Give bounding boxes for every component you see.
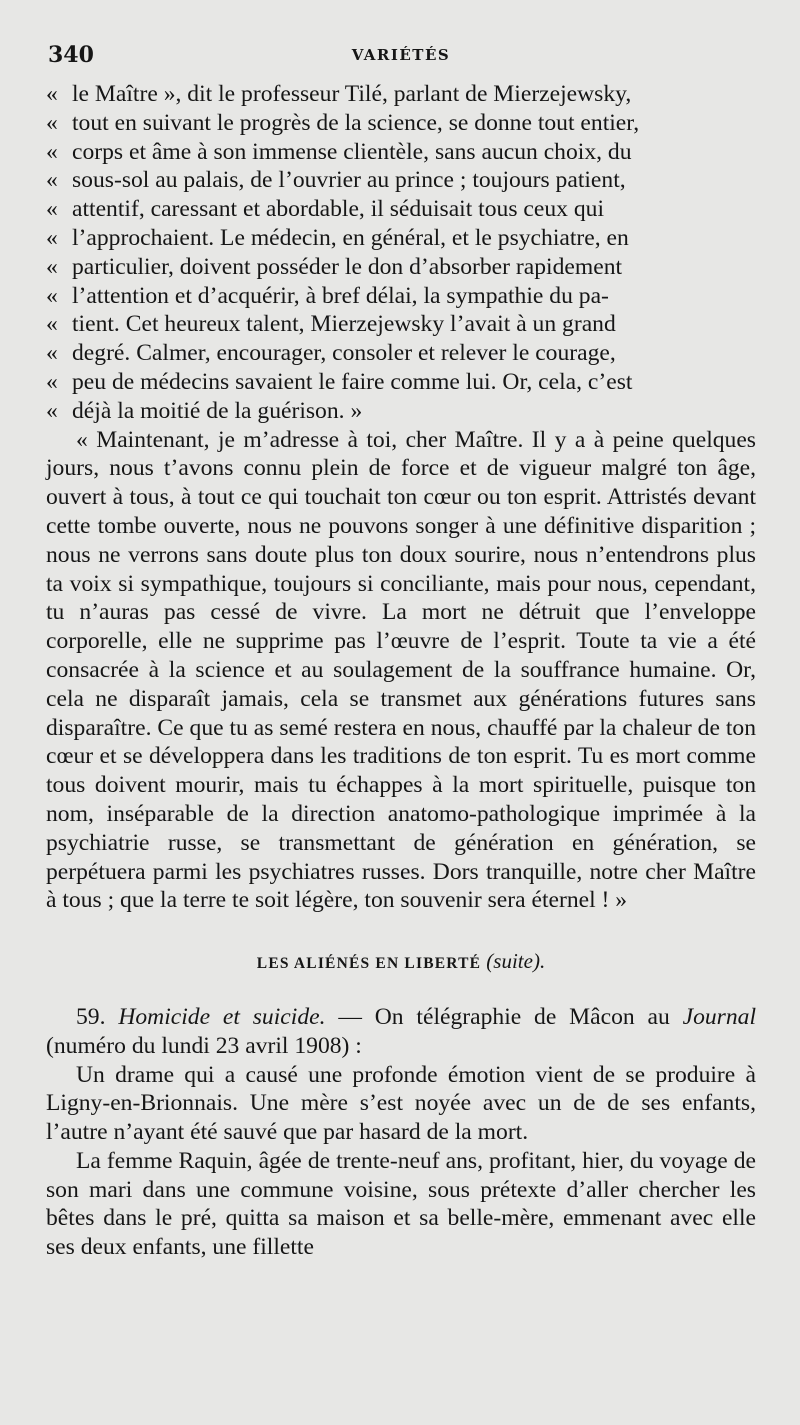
- quote-block: [46, 80, 756, 426]
- section-title: [46, 947, 756, 979]
- guillemet: «: [46, 224, 58, 251]
- quote-line: « sous-sol au palais, de l’ouvrier au prince ; toujours patient,: [46, 167, 626, 194]
- case-title: Homicide et suicide.: [118, 1003, 326, 1030]
- quote-line: « attentif, caressant et abordable, il séduisait tous ceux qui: [46, 196, 604, 223]
- guillemet: «: [46, 253, 58, 280]
- guillemet: «: [46, 196, 58, 223]
- running-head: VARIÉTÉS: [351, 46, 451, 64]
- quote-line: « particulier, doivent posséder le don d’absorber rapidement: [46, 253, 623, 280]
- quote-line: « déjà la moitié de la guérison. »: [46, 397, 363, 424]
- guillemet: «: [46, 138, 58, 165]
- quote-line: « le Maître », dit le professeur Tilé, parlant de Mierzejewsky,: [46, 81, 632, 107]
- guillemet: «: [46, 311, 58, 338]
- guillemet: «: [46, 109, 58, 136]
- section-subtitle: (suite).: [486, 949, 546, 974]
- paragraph-drame: Un drame qui a causé une profonde émotion vient de se produire à Ligny-en-Brionnais. Une mère s’est noyée avec un de de ses enfants, l’autre n’ayant été sauvé que par hasard de la mort.: [46, 1061, 756, 1146]
- body-text: [46, 80, 756, 1262]
- quote-line: « l’approchaient. Le médecin, en général, et le psychiatre, en: [46, 224, 629, 251]
- quote-line: « corps et âme à son immense clientèle, sans aucun choix, du: [46, 138, 632, 165]
- quote-line: « tout en suivant le progrès de la science, se donne tout entier,: [46, 109, 640, 136]
- case-number: 59.: [76, 1003, 106, 1030]
- case-intro-pre: — On télégraphie de Mâcon au: [338, 1003, 670, 1030]
- quote-line: « tient. Cet heureux talent, Mierzejewsky l’avait à un grand: [46, 311, 616, 338]
- paragraph-raquin: La femme Raquin, âgée de trente-neuf ans, profitant, hier, du voyage de son mari dans une commune voisine, sous prétexte d’aller chercher les bêtes dans le pré, quitta sa maison et sa belle-mère, emmenant avec elle ses deux enfants, une fillette: [46, 1147, 756, 1261]
- guillemet: «: [46, 397, 58, 424]
- page-header: [46, 40, 756, 80]
- paragraph-maitre: « Maintenant, je m’adresse à toi, cher Maître. Il y a à peine quelques jours, nous t’avons connu plein de force et de vigueur malgré ton âge, ouvert à tous, à tout ce qui touchait ton cœur ou ton esprit. Attristés devant cette tombe ouverte, nous ne pouvons songer à une définitive disparition ; nous ne verrons sans doute plus ton doux sourire, nous n’entendrons plus ta voix si sympathique, toujours si conciliante, mais pour nous, cependant, tu n’auras pas cessé de vivre. La mort ne détruit que l’enveloppe corporelle, elle ne supprime pas l’œuvre de l’esprit. Toute ta vie a été consacrée à la science et au soulagement de la souffrance humaine. Or, cela ne disparaît jamais, cela se transmet aux générations futures sans disparaître. Ce que tu as semé restera en nous, chauffé par la chaleur de ton cœur et se développera dans les traditions de ton esprit. Tu es mort comme tous doivent mourir, mais tu échappes à la mort spirituelle, puisque ton nom, inséparable de la direction anatomo-pathologique imprimée à la psychiatrie russe, se transmettant de génération en génération, se perpétuera parmi les psychiatres russes. Dors tranquille, notre cher Maître à tous ; que la terre te soit légère, ton souvenir sera éternel ! »: [46, 426, 756, 914]
- guillemet: «: [46, 81, 58, 107]
- guillemet: «: [46, 368, 58, 395]
- case-heading: [46, 1003, 756, 1061]
- quote-line: « degré. Calmer, encourager, consoler et relever le courage,: [46, 340, 616, 367]
- section-title-text: LES ALIÉNÉS EN LIBERTÉ: [256, 955, 482, 973]
- journal-name: Journal: [682, 1003, 757, 1030]
- case-intro-post: (numéro du lundi 23 avril 1908) :: [46, 1032, 362, 1059]
- page-number: 340: [48, 42, 94, 68]
- guillemet: «: [46, 282, 58, 309]
- guillemet: «: [46, 340, 58, 367]
- quote-line: « l’attention et d’acquérir, à bref délai, la sympathie du pa-: [46, 282, 609, 309]
- quote-line: « peu de médecins savaient le faire comme lui. Or, cela, c’est: [46, 368, 633, 395]
- guillemet: «: [46, 167, 58, 194]
